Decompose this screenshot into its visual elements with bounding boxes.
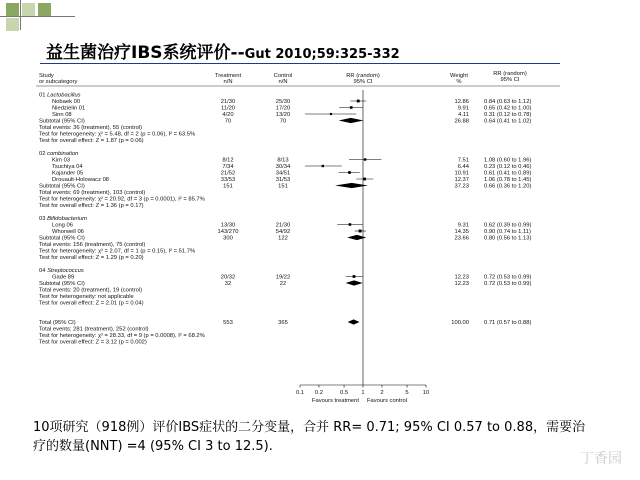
point-estimate	[350, 106, 353, 109]
test-statistic-text: Total events: 20 (treatment), 19 (control)	[39, 287, 143, 294]
treatment-count: 70	[224, 118, 232, 125]
point-estimate	[363, 178, 366, 181]
weight-value: 12.37	[454, 177, 469, 183]
weight-value: 100.00	[451, 320, 469, 326]
test-statistic-text: Test for heterogeneity: χ² = 20.92, df = 3 (p = 0.0001), I² = 85.7%	[39, 196, 205, 203]
pooled-diamond	[339, 118, 364, 123]
weight-value: 7.51	[457, 157, 469, 164]
rr-ci-value: 0.62 (0.39 to 0.99)	[484, 222, 532, 229]
study-label: Whorwell 06	[52, 229, 84, 235]
subtotal-label: Total (95% CI)	[39, 320, 76, 326]
test-statistic-text: Total events: 36 (treatment), 55 (control)	[39, 125, 143, 131]
weight-value: 37.23	[454, 183, 469, 190]
header-study-sub: or subcategory	[39, 79, 78, 85]
header-treatment: Treatment	[214, 73, 242, 79]
point-estimate	[348, 171, 351, 174]
favours-control-label: Favours control	[367, 398, 407, 404]
rr-ci-value: 1.06 (0.78 to 1.45)	[484, 177, 532, 183]
point-estimate	[330, 113, 332, 115]
study-label: Gade 89	[52, 274, 75, 281]
treatment-count: 33/53	[220, 177, 236, 183]
test-statistic-text: Test for overall effect: Z = 1.87 (p = 0.06)	[39, 138, 144, 144]
study-label: Long 06	[52, 222, 73, 229]
treatment-count: 21/52	[220, 170, 236, 177]
header-rr-sub: 95% CI	[353, 79, 373, 85]
control-count: 17/20	[275, 105, 291, 112]
treatment-count: 151	[223, 183, 233, 190]
test-statistic-text: Test for overall effect: Z = 2.01 (p = 0.04)	[39, 300, 144, 307]
rr-ci-value: 1.08 (0.60 to 1.96)	[484, 157, 532, 164]
test-statistic-text: Total events: 69 (treatment), 103 (control)	[39, 190, 146, 196]
rr-ci-value: 0.72 (0.53 to 0.99)	[484, 274, 532, 281]
header-rr: RR (random)	[346, 73, 380, 79]
rr-ci-value: 0.31 (0.12 to 0.78)	[484, 112, 532, 118]
test-statistic-text: Test for heterogeneity: χ² = 5.48, df = 2 (p = 0.06), I² = 63.5%	[39, 131, 196, 138]
test-statistic-text: Test for overall effect: Z = 3.12 (p = 0.002)	[39, 339, 147, 346]
x-tick-label: 0.1	[295, 390, 305, 396]
caption-text: 10项研究（918例）评价IBS症状的二分变量，合并 RR= 0.71; 95% CI 0.57 to 0.88，需要治疗的数量(NNT) =4 (95% CI 3 to 12.5).	[33, 420, 586, 454]
rr-ci-value: 0.66 (0.36 to 1.20)	[484, 183, 532, 190]
weight-value: 14.35	[454, 229, 469, 235]
rr-ci-value: 0.80 (0.56 to 1.13)	[484, 235, 532, 242]
weight-value: 12.23	[454, 274, 469, 281]
control-count: 13/20	[275, 112, 291, 118]
favours-treatment-label: Favours treatment	[311, 398, 359, 404]
x-tick-label: 0.2	[314, 390, 323, 396]
subgroup-label: 03 Bifidobacterium	[39, 216, 88, 222]
treatment-count: 21/30	[220, 99, 236, 105]
control-count: 19/22	[275, 274, 291, 281]
weight-value: 10.91	[454, 170, 469, 177]
watermark: 丁香园	[580, 451, 622, 467]
treatment-count: 300	[223, 235, 233, 242]
treatment-count: 11/20	[220, 105, 236, 112]
rr-ci-value: 0.61 (0.41 to 0.89)	[484, 170, 532, 177]
weight-value: 9.91	[457, 105, 469, 112]
point-estimate	[349, 223, 352, 226]
rr-ci-value: 0.84 (0.63 to 1.12)	[484, 99, 532, 105]
test-statistic-text: Test for heterogeneity: not applicable	[39, 294, 134, 300]
rr-ci-value: 0.90 (0.74 to 1.11)	[484, 229, 531, 235]
pooled-diamond	[347, 235, 366, 240]
weight-value: 12.23	[454, 281, 469, 287]
rr-ci-value: 0.71 (0.57 to 0.88)	[484, 320, 532, 326]
point-estimate	[357, 100, 360, 103]
subtotal-label: Subtotal (95% CI)	[39, 235, 85, 242]
treatment-count: 7/34	[222, 164, 234, 170]
rr-ci-value: 0.65 (0.42 to 1.00)	[484, 105, 532, 112]
point-estimate	[364, 158, 366, 160]
rr-ci-value: 0.23 (0.12 to 0.46)	[484, 164, 532, 170]
title-text: 益生菌治疗IBS系统评价	[46, 43, 231, 63]
control-count: 34/51	[275, 170, 291, 177]
control-count: 21/30	[275, 222, 291, 229]
control-count: 122	[278, 235, 288, 242]
treatment-count: 553	[223, 320, 233, 326]
subgroup-label: 02 combination	[39, 151, 79, 157]
study-label: Drouault-Holowacz 08	[52, 177, 110, 183]
test-statistic-text: Total events: 281 (treatment), 252 (control)	[39, 326, 149, 333]
x-tick-label: 5	[405, 390, 409, 396]
control-count: 54/92	[275, 229, 291, 235]
header-study: Study	[39, 73, 54, 79]
control-count: 70	[279, 118, 287, 125]
rr-ci-value: 0.72 (0.53 to 0.99)	[484, 281, 532, 287]
title-dash: --	[230, 43, 245, 63]
control-count: 8/13	[277, 157, 289, 164]
test-statistic-text: Test for heterogeneity: χ² = 2.07, df = 1 (p = 0.15), I² = 51.7%	[39, 248, 196, 255]
header-control: Control	[273, 73, 293, 79]
test-statistic-text: Test for overall effect: Z = 1.29 (p = 0.20)	[39, 255, 144, 261]
treatment-count: 8/12	[222, 157, 234, 164]
study-label: Nobaek 00	[52, 99, 81, 105]
point-estimate	[359, 230, 362, 233]
study-label: Tsuchiya 04	[52, 164, 83, 170]
study-label: Sinn 08	[52, 112, 72, 118]
header-control-sub: n/N	[278, 79, 288, 85]
control-count: 25/30	[275, 99, 291, 105]
x-tick-label: 1	[361, 390, 365, 396]
header-rrci-sub: 95% CI	[500, 77, 520, 83]
weight-value: 6.44	[457, 164, 469, 170]
title-source: Gut 2010;59:325-332	[244, 47, 400, 62]
control-count: 365	[278, 320, 288, 326]
control-count: 22	[279, 281, 287, 287]
study-label: Kim 03	[52, 157, 71, 164]
study-label: Niedzielin 01	[52, 105, 86, 112]
control-count: 151	[278, 183, 288, 190]
test-statistic-text: Test for heterogeneity: χ² = 28.33, df = 9 (p = 0.0008), I² = 68.2%	[39, 333, 205, 339]
subgroup-label: 04 Streptococcus	[39, 268, 84, 274]
subtotal-label: Subtotal (95% CI)	[39, 118, 85, 125]
treatment-count: 13/30	[220, 222, 236, 229]
header-treatment-sub: n/N	[223, 79, 233, 85]
test-statistic-text: Test for overall effect: Z = 1.36 (p = 0.17)	[39, 203, 144, 209]
test-statistic-text: Total events: 156 (treatment), 75 (control)	[39, 242, 146, 248]
subtotal-label: Subtotal (95% CI)	[39, 281, 85, 287]
subtotal-label: Subtotal (95% CI)	[39, 183, 85, 190]
study-label: Kajander 05	[52, 170, 84, 177]
pooled-diamond	[346, 280, 363, 285]
rr-ci-value: 0.64 (0.41 to 1.02)	[484, 118, 532, 125]
weight-value: 4.11	[458, 112, 469, 118]
treatment-count: 4/20	[222, 112, 234, 118]
treatment-count: 143/270	[217, 229, 239, 235]
weight-value: 23.66	[454, 235, 469, 242]
point-estimate	[322, 165, 324, 167]
x-tick-label: 0.5	[340, 390, 349, 396]
subgroup-label: 01 Lactobacillus	[39, 92, 81, 99]
control-count: 31/53	[275, 177, 291, 183]
pooled-diamond	[348, 319, 360, 324]
x-tick-label: 2	[380, 390, 384, 396]
header-weight-sub: %	[456, 79, 462, 85]
treatment-count: 32	[224, 281, 232, 287]
weight-value: 26.88	[454, 118, 469, 125]
control-count: 30/34	[275, 164, 291, 170]
header-rrci: RR (random)	[493, 71, 527, 77]
point-estimate	[353, 275, 356, 278]
treatment-count: 20/32	[220, 274, 236, 281]
weight-value: 9.31	[457, 222, 469, 229]
header-weight: Weight	[450, 73, 468, 79]
weight-value: 12.86	[454, 99, 469, 105]
x-tick-label: 10	[422, 390, 430, 396]
